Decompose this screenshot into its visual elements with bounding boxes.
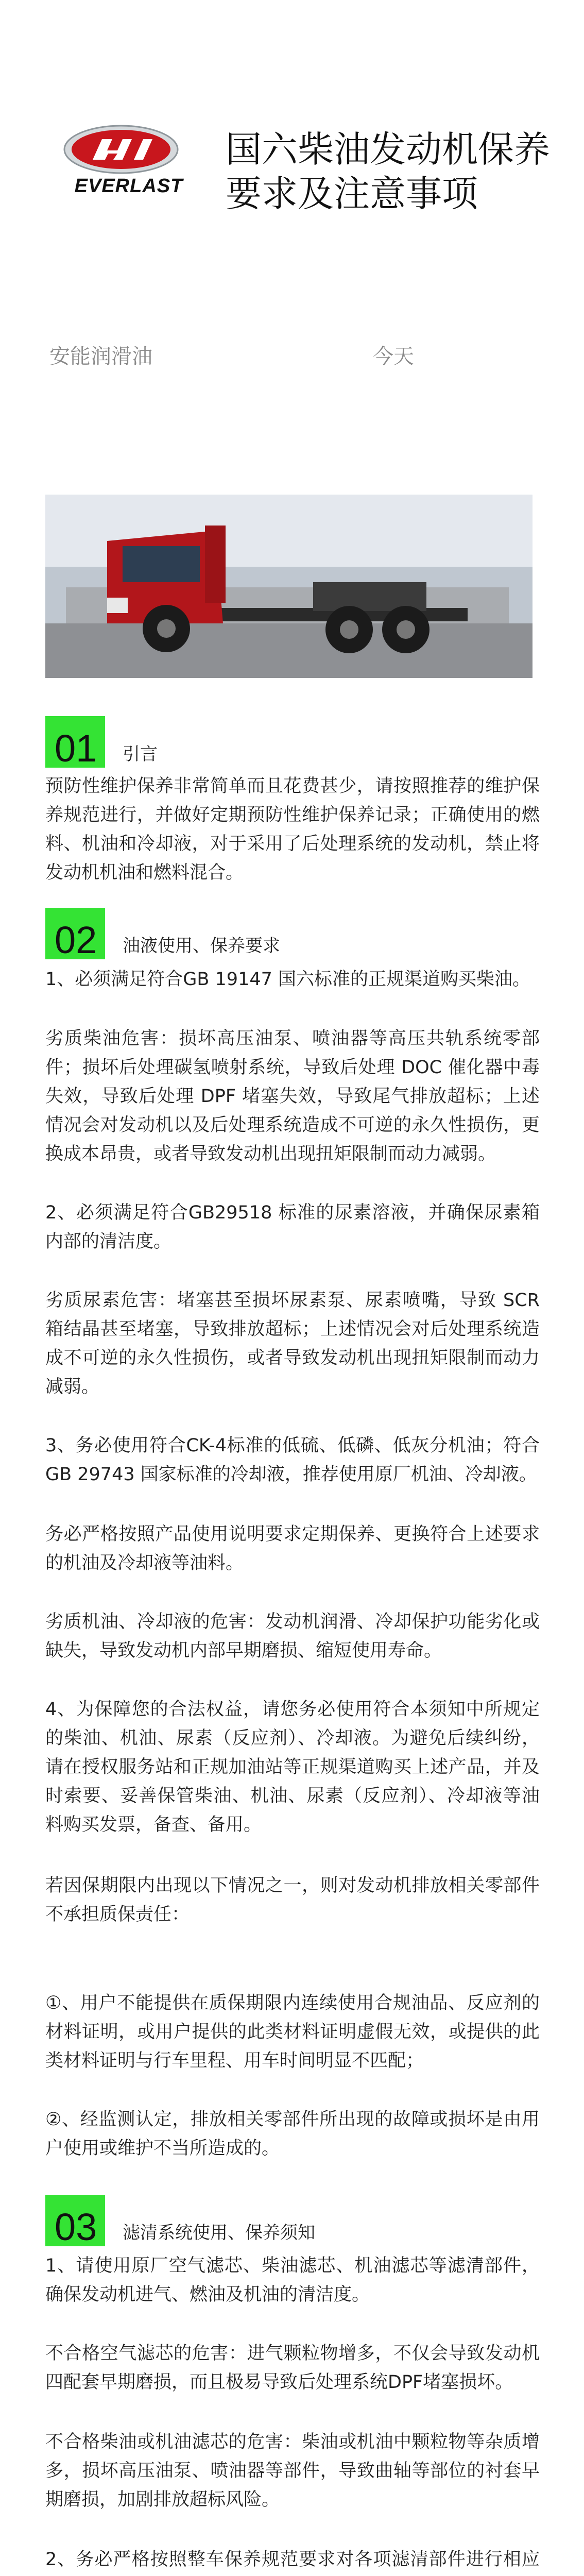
paragraph: 务必严格按照产品使用说明要求定期保养、更换符合上述要求的机油及冷却液等油料。 [45, 1524, 540, 1573]
paragraph: ②、经监测认定，排放相关零部件所出现的故障或损坏是由用户使用或维护不当所造成的。 [45, 2109, 540, 2159]
section-number-badge [45, 908, 105, 959]
section-number-badge [45, 716, 105, 768]
page-title: 国六柴油发动机保养要求及注意事项 [226, 128, 550, 215]
paragraph: ①、用户不能提供在质保期限内连续使用合规油品、反应剂的材料证明，或用户提供的此类材料证明虚假无效，或提供的此类材料证明与行车里程、用车时间明显不匹配； [45, 1993, 540, 2071]
logo-emblem-icon [62, 124, 180, 175]
paragraph: 劣质柴油危害：损坏高压油泵、喷油器等高压共轨系统零部件；损坏后处理碳氢喷射系统，导致后处理 DOC 催化器中毒失效，导致后处理 DPF 堵塞失效，导致尾气排放超标；上述情况会对发动机以及后处理系统造成不可逆的永久性损伤，更换成本昂贵，或者导致发动机出现扭矩限制而动力减弱。 [45, 1028, 540, 1164]
paragraph: 2、务必严格按照整车保养规范要求对各项滤清部件进行相应 [45, 2549, 540, 2570]
paragraph: 若因保期限内出现以下情况之一，则对发动机排放相关零部件不承担质保责任： [45, 1875, 540, 1925]
truck-photo [45, 495, 533, 678]
section-title: 引言 [123, 744, 158, 765]
section-number: 01 [55, 727, 97, 770]
section-number-badge [45, 2195, 105, 2246]
paragraph: 劣质机油、冷却液的危害：发动机润滑、冷却保护功能劣化或缺失，导致发动机内部早期磨损、缩短使用寿命。 [45, 1612, 540, 1661]
section-number: 02 [55, 919, 97, 961]
paragraph: 4、为保障您的合法权益，请您务必使用符合本须知中所规定的柴油、机油、尿素（反应剂）、冷却液。为避免后续纠纷，请在授权服务站和正规加油站等正规渠道购买上述产品，并及时索要、妥善保管柴油、机油、尿素（反应剂）、冷却液等油料购买发票，备查、备用。 [45, 1699, 540, 1835]
paragraph: 劣质尿素危害：堵塞甚至损坏尿素泵、尿素喷嘴，导致 SCR 箱结晶甚至堵塞，导致排放超标；上述情况会对后处理系统造成不可逆的永久性损伤，或者导致发动机出现扭矩限制而动力减弱。 [45, 1290, 540, 1397]
section-number: 03 [55, 2206, 97, 2248]
section-title: 油液使用、保养要求 [123, 936, 280, 956]
paragraph: 3、务必使用符合CK-4标准的低硫、低磷、低灰分机油；符合 GB 29743 国家标准的冷却液，推荐使用原厂机油、冷却液。 [45, 1435, 540, 1485]
paragraph: 1、必须满足符合GB 19147 国六标准的正规渠道购买柴油。 [45, 969, 530, 990]
paragraph: 不合格柴油或机油滤芯的危害：柴油或机油中颗粒物等杂质增多，损坏高压油泵、喷油器等部件，导致曲轴等部位的衬套早期磨损，加剧排放超标风险。 [45, 2432, 540, 2510]
article-source[interactable]: 安能润滑油 [49, 345, 152, 368]
paragraph: 不合格空气滤芯的危害：进气颗粒物增多，不仅会导致发动机四配套早期磨损，而且极易导致后处理系统DPF堵塞损坏。 [45, 2343, 540, 2393]
section-title: 滤清系统使用、保养须知 [123, 2223, 315, 2243]
paragraph: 1、请使用原厂空气滤芯、柴油滤芯、机油滤芯等滤清部件，确保发动机进气、燃油及机油的清洁度。 [45, 2256, 540, 2305]
article-header [0, 0, 584, 237]
everlast-logo [51, 118, 206, 201]
paragraph: 预防性维护保养非常简单而且花费甚少，请按照推荐的维护保养规范进行，并做好定期预防性维护保养记录；正确使用的燃料、机油和冷却液，对于采用了后处理系统的发动机，禁止将发动机机油和燃料混合。 [45, 776, 540, 883]
article-date: 今天 [373, 345, 414, 368]
paragraph: 2、必须满足符合GB29518 标准的尿素溶液，并确保尿素箱内部的清洁度。 [45, 1202, 540, 1252]
brand-name: EVERLAST [74, 175, 183, 197]
